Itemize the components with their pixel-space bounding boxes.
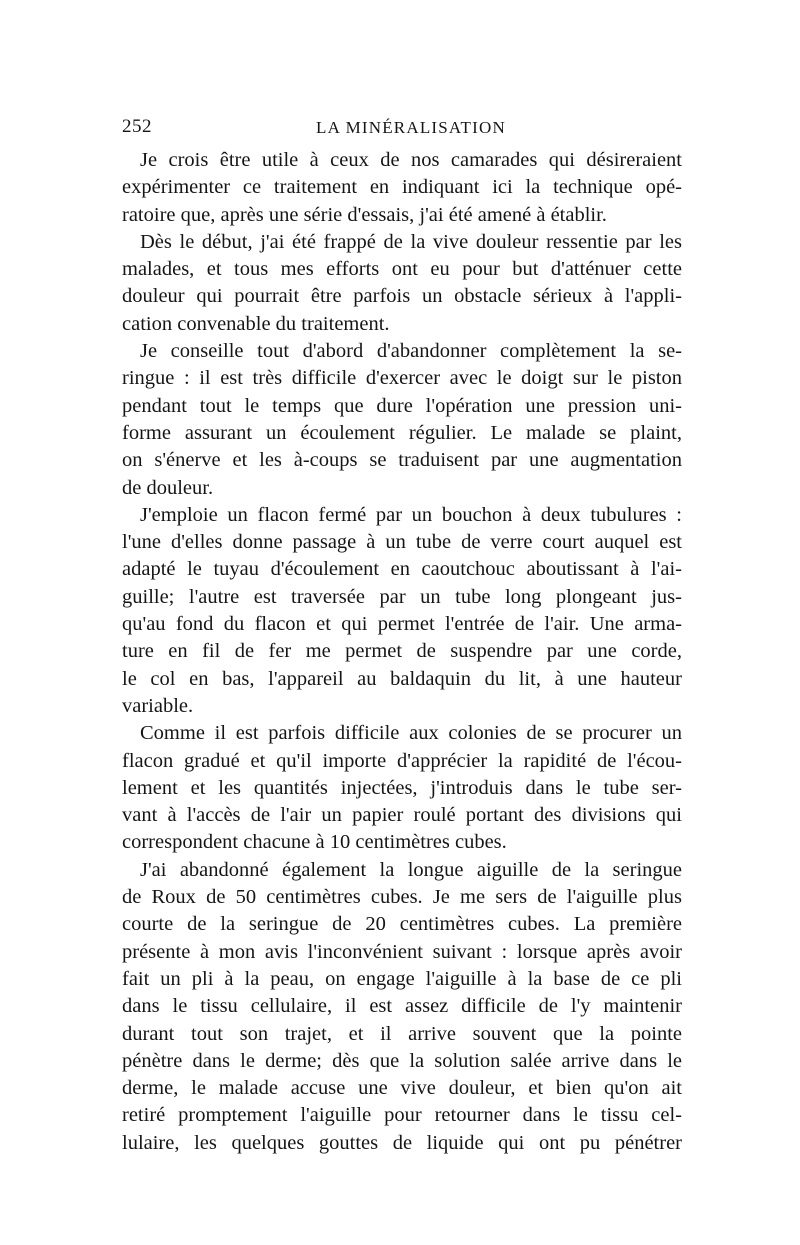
text-line: flacon gradué et qu'il importe d'apprécier la rapidité de l'écou- [122,749,682,772]
text-line: ratoire que, après une série d'essais, j'ai été amené à établir. [122,203,607,226]
text-line: guille; l'autre est traversée par un tube long plongeant jus- [122,585,682,608]
text-line: pendant tout le temps que dure l'opération une pression uni- [122,394,682,417]
text-line: J'emploie un flacon fermé par un bouchon à deux tubulures : [140,503,682,526]
text-line: adapté le tuyau d'écoulement en caoutchouc aboutissant à l'ai- [122,558,682,581]
text-line: dans le tissu cellulaire, il est assez difficile de l'y maintenir [122,995,682,1018]
text-line: variable. [122,694,194,717]
text-line: correspondent chacune à 10 centimètres cubes. [122,831,507,854]
text-line: Dès le début, j'ai été frappé de la vive douleur ressentie par les [140,230,682,253]
text-line: ture en fil de fer me permet de suspendre par une corde, [122,640,682,663]
text-line: lulaire, les quelques gouttes de liquide qui ont pu pénétrer [122,1131,682,1154]
text-line: lement et les quantités injectées, j'introduis dans le tube ser- [122,776,682,799]
text-line: pénètre dans le derme; dès que la solution salée arrive dans le [122,1049,682,1072]
text-line: qu'au fond du flacon et qui permet l'entrée de l'air. Une arma- [122,613,682,636]
text-line: fait un pli à la peau, on engage l'aiguille à la base de ce pli [122,967,682,990]
text-line: on s'énerve et les à-coups se traduisent par une augmentation [122,449,682,472]
text-line: expérimenter ce traitement en indiquant ici la technique opé- [122,176,682,199]
text-line: courte de la seringue de 20 centimètres cubes. La première [122,913,682,936]
text-line: Je conseille tout d'abord d'abandonner complètement la se- [140,340,682,363]
text-line: derme, le malade accuse une vive douleur, et bien qu'on ait [122,1077,682,1100]
text-line: ringue : il est très difficile d'exercer avec le doigt sur le piston [122,367,682,390]
text-line: malades, et tous mes efforts ont eu pour but d'atténuer cette [122,258,682,281]
text-line: présente à mon avis l'inconvénient suivant : lorsque après avoir [122,940,682,963]
text-line: l'une d'elles donne passage à un tube de verre court auquel est [122,531,682,554]
body-text [122,147,682,1157]
page-header [122,116,682,142]
page-number: 252 [122,116,152,137]
text-line: le col en bas, l'appareil au baldaquin du lit, à une hauteur [122,667,682,690]
text-line: retiré promptement l'aiguille pour retourner dans le tissu cel- [122,1104,682,1127]
text-line: douleur qui pourrait être parfois un obstacle sérieux à l'appli- [122,285,682,308]
text-line: J'ai abandonné également la longue aiguille de la seringue [140,858,682,881]
running-title: LA MINÉRALISATION [316,118,506,137]
text-line: forme assurant un écoulement régulier. Le malade se plaint, [122,421,682,444]
text-line: de douleur. [122,476,214,499]
text-line: Comme il est parfois difficile aux colonies de se procurer un [140,722,682,745]
text-line: Je crois être utile à ceux de nos camarades qui désireraient [140,149,682,171]
text-line: durant tout son trajet, et il arrive souvent que la pointe [122,1022,682,1045]
text-line: de Roux de 50 centimètres cubes. Je me sers de l'aiguille plus [122,886,682,909]
text-line: vant à l'accès de l'air un papier roulé portant des divisions qui [122,804,682,827]
text-line: cation convenable du traitement. [122,312,390,335]
